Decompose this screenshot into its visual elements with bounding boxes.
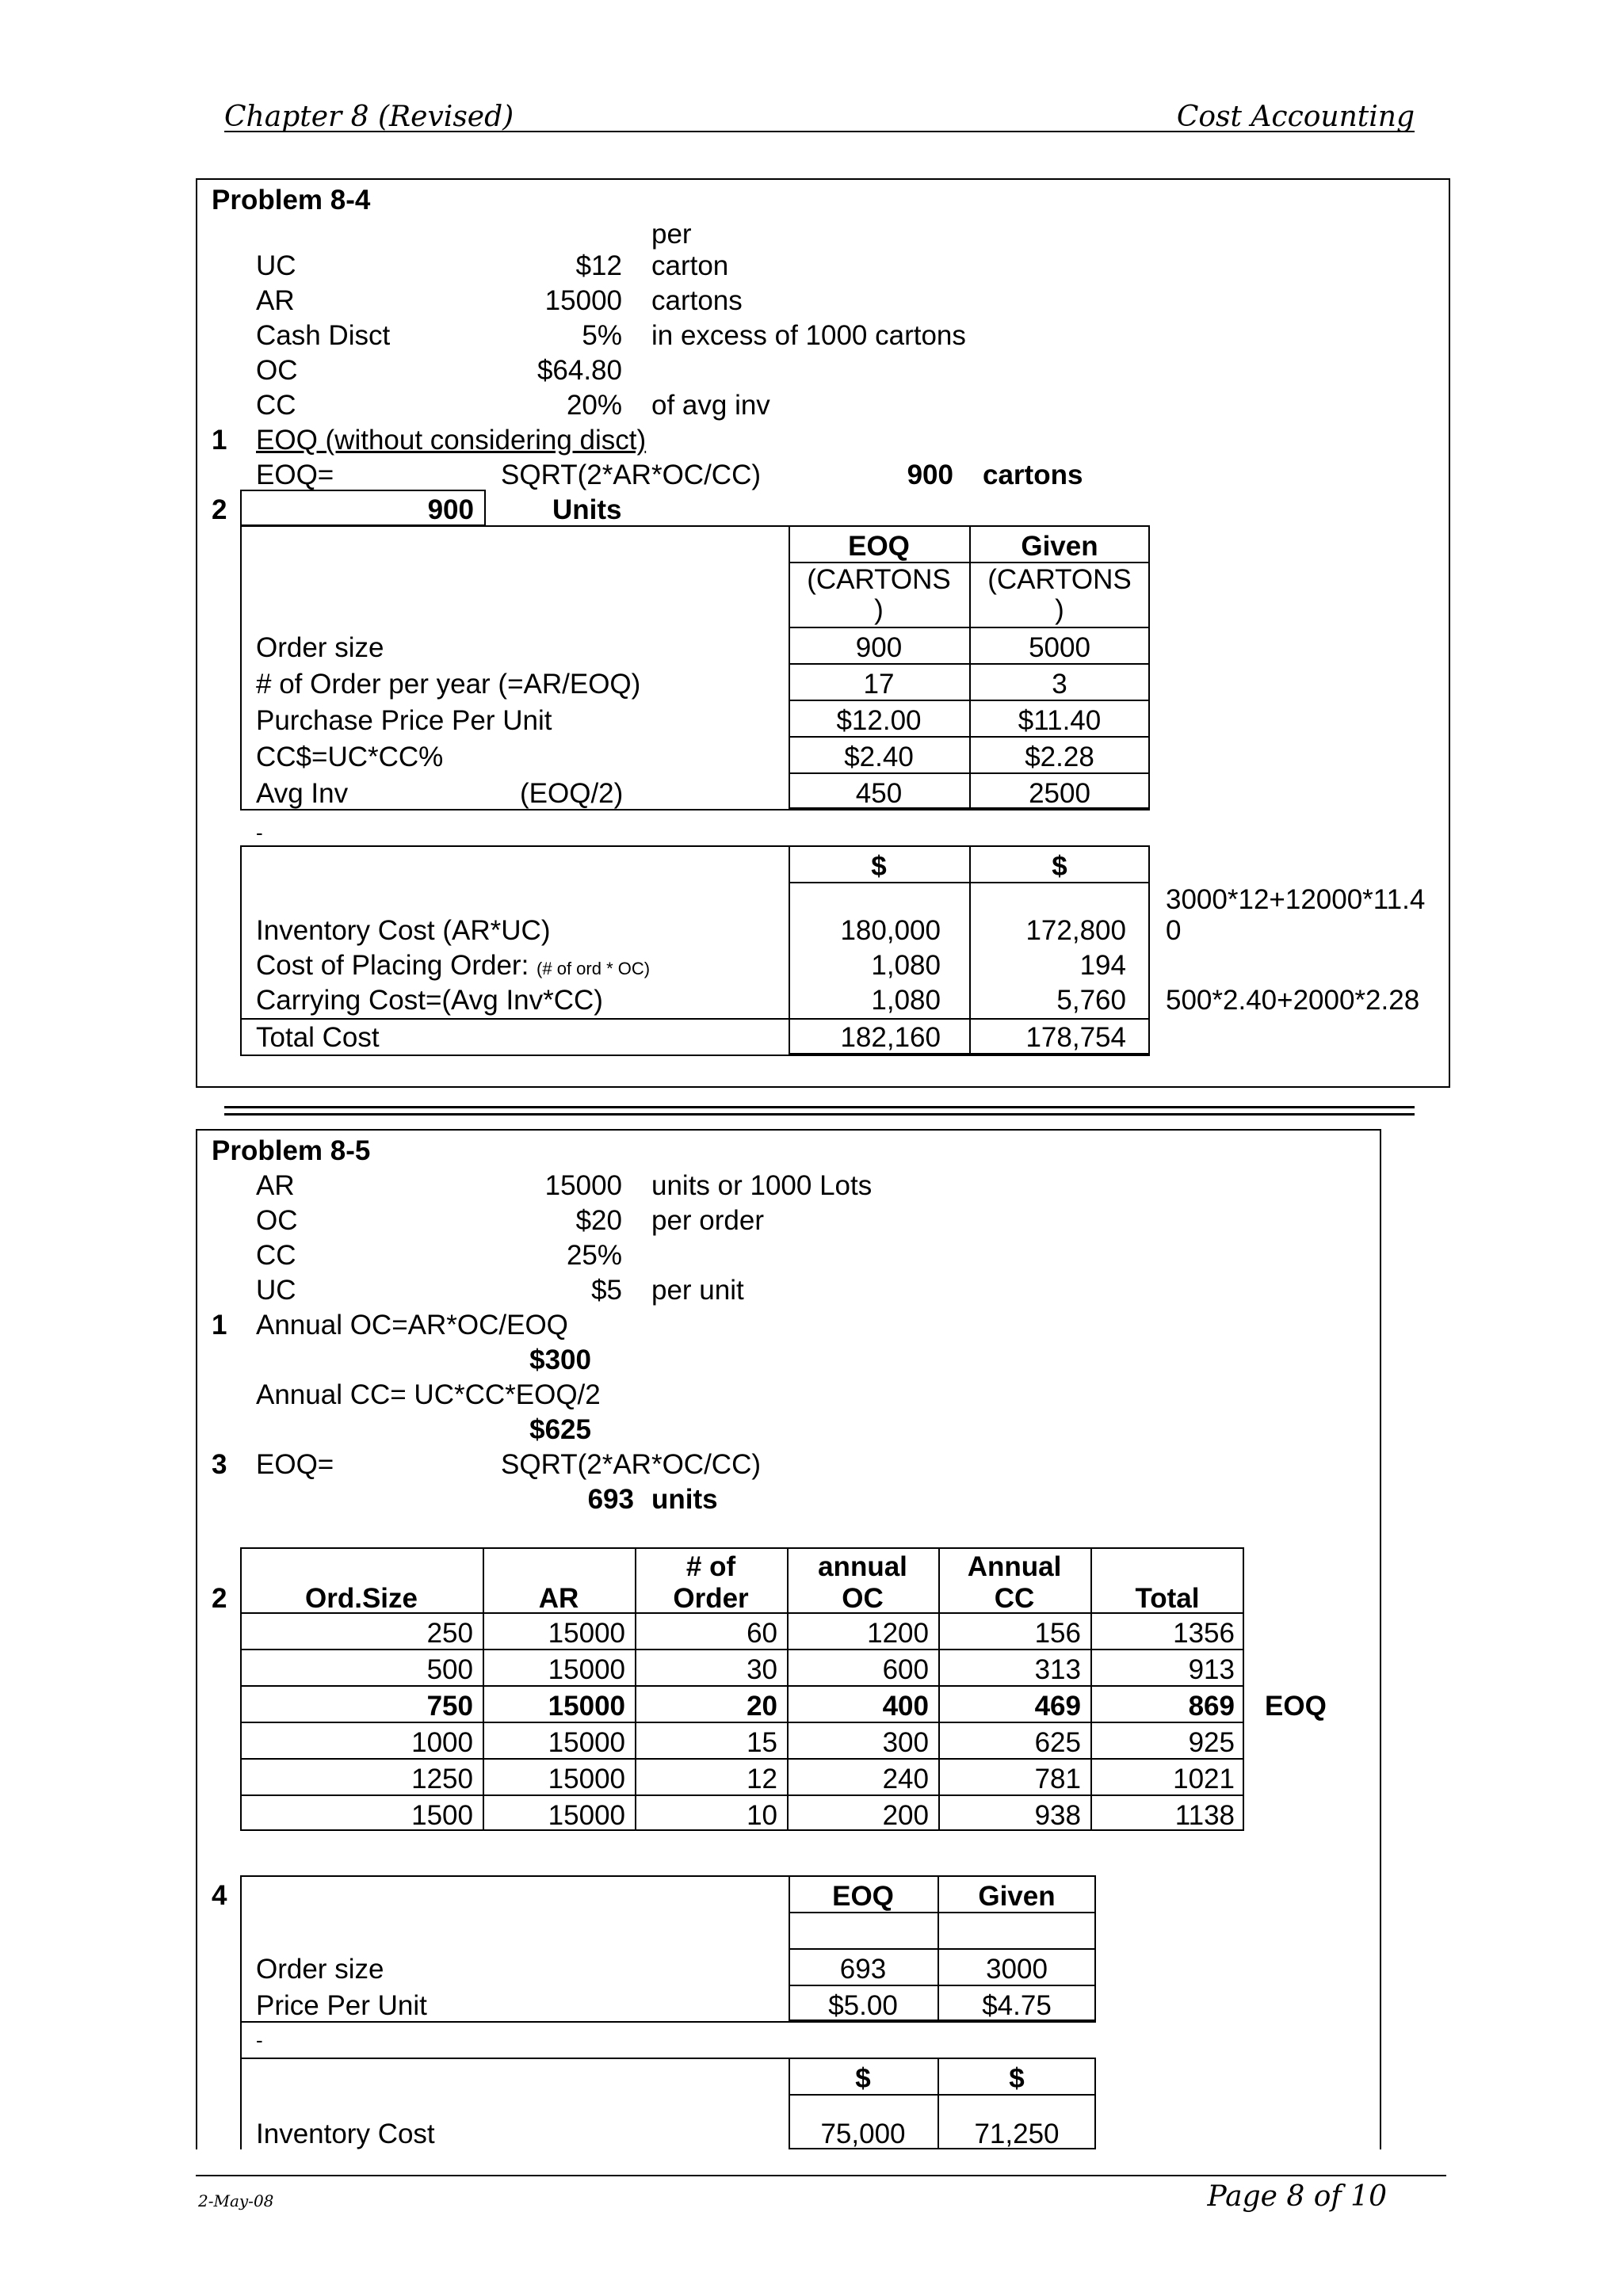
p85-oc-value: $20 (575, 1205, 622, 1236)
t2-col1-header: $ (871, 851, 887, 882)
p85-uc-label: UC (256, 1275, 296, 1306)
t4-inv-cost-eoq: 75,000 (820, 2119, 906, 2149)
cpo-label: Cost of Placing Order: (# of ord * OC) (256, 950, 651, 981)
dash-separator: - (256, 821, 263, 845)
t3-header-acc-line2: CC (994, 1583, 1035, 1614)
t1-row-order-size-eoq: 900 (855, 632, 903, 663)
t2-rule-bottom (240, 1055, 1150, 1056)
t3-r3-aoc: 400 (882, 1691, 929, 1722)
t1-rule-header (789, 562, 1150, 563)
t4-price-given: $4.75 (982, 1990, 1052, 2021)
uc-label: UC (256, 250, 296, 281)
t1-rule-row2 (789, 700, 1150, 701)
t1-row-avginv-given: 2500 (1029, 778, 1090, 809)
t4-price-label: Price Per Unit (256, 1990, 427, 2021)
problem-8-5-frame-top (196, 1129, 1381, 1131)
p85-cc-value: 25% (566, 1240, 622, 1271)
p85-question-number-2: 2 (212, 1583, 227, 1614)
t1-row-avginv-label: Avg Inv (256, 778, 349, 809)
t3-r2-ar: 15000 (548, 1654, 625, 1685)
t3-r3-acc: 469 (1034, 1691, 1081, 1722)
cc-note: of avg inv (651, 390, 770, 421)
t3-header-acc-line1: Annual (967, 1551, 1062, 1582)
p85-oc-label: OC (256, 1205, 298, 1236)
t3-r1-acc: 156 (1034, 1618, 1081, 1649)
t1-row-orders-label: # of Order per year (=AR/EOQ) (256, 669, 641, 700)
carrying-cost-label: Carrying Cost=(Avg Inv*CC) (256, 985, 603, 1016)
uc-note-line1: per (651, 219, 692, 250)
t2-left-edge (240, 845, 242, 1055)
t2-col2-header: $ (1052, 851, 1067, 882)
t3-r1-ar: 15000 (548, 1618, 625, 1649)
t2-rule-total (240, 1018, 1150, 1020)
t4-dash-separator: - (256, 2028, 263, 2052)
annual-oc-value: $300 (529, 1344, 591, 1375)
t3-r1-total: 1356 (1173, 1618, 1235, 1649)
eoq-value: 900 (907, 460, 953, 490)
problem-8-5-title: Problem 8-5 (212, 1135, 371, 1166)
cash-disct-value: 5% (582, 320, 622, 351)
t1-col-given-sub1: (CARTONS (987, 564, 1132, 595)
t3-r5-aoc: 240 (882, 1764, 929, 1794)
p85-eoq-unit: units (651, 1484, 718, 1515)
section-divider-top (224, 1106, 1415, 1108)
cash-disct-label: Cash Disct (256, 320, 391, 351)
inv-cost-note-line1: 3000*12+12000*11.4 (1166, 884, 1426, 915)
t1-rule-sub (789, 627, 1150, 628)
t3-rule-4 (240, 1758, 1244, 1760)
annual-cc-value: $625 (529, 1414, 591, 1445)
eoq-without-disct-label: EOQ (without considering disct) (256, 425, 647, 456)
t1-row-cc-given: $2.28 (1025, 742, 1094, 772)
t1-row-cc-eoq: $2.40 (844, 742, 914, 772)
inv-cost-eoq: 180,000 (840, 915, 941, 946)
t4-order-size-given: 3000 (986, 1954, 1048, 1985)
cpo-formula: (# of ord * OC) (537, 959, 651, 978)
t1-row-avginv-eoq: 450 (855, 778, 903, 809)
t3-r5-ar: 15000 (548, 1764, 625, 1794)
header-rule (224, 131, 1415, 132)
footer-page-number: Page 8 of 10 (1207, 2180, 1387, 2213)
t4-rule-dollar (789, 2094, 1096, 2096)
t1-col-given-header: Given (1021, 531, 1098, 562)
t1-col-eoq-sub2: ) (874, 594, 884, 625)
t1-left-edge (240, 525, 242, 809)
t3-r6-orders: 10 (747, 1800, 777, 1831)
oc-value: $64.80 (537, 355, 622, 386)
t3-rule-5 (240, 1794, 1244, 1796)
t4-inv-cost-given: 71,250 (974, 2119, 1060, 2149)
t1-row-price-eoq: $12.00 (836, 705, 922, 736)
t3-r2-acc: 313 (1034, 1654, 1081, 1685)
t3-r6-ord: 1500 (411, 1800, 473, 1831)
t3-header-aoc-line2: OC (842, 1583, 884, 1614)
annual-oc-label: Annual OC=AR*OC/EOQ (256, 1310, 568, 1341)
p85-ar-label: AR (256, 1170, 295, 1201)
t3-header-aoc-line1: annual (818, 1551, 907, 1582)
t3-header-ord-size: Ord.Size (305, 1583, 418, 1614)
uc-note-line2: carton (651, 250, 729, 281)
question-number-1: 1 (212, 425, 227, 456)
t3-r6-acc: 938 (1034, 1800, 1081, 1831)
t4-inv-cost-label: Inventory Cost (256, 2119, 435, 2149)
eoq-formula: SQRT(2*AR*OC/CC) (501, 460, 762, 490)
t4-col3-header: $ (855, 2063, 871, 2094)
p85-question-number-3: 3 (212, 1449, 227, 1480)
t4-rule-blank (789, 1948, 1096, 1950)
t1-row-avginv-formula: (EOQ/2) (520, 778, 624, 809)
t4-rule-mid (240, 2021, 1096, 2023)
p85-uc-note: per unit (651, 1275, 744, 1306)
p85-question-number-1: 1 (212, 1310, 227, 1341)
carrying-cost-given: 5,760 (1056, 985, 1126, 1016)
t3-header-orders-line1: # of (685, 1551, 736, 1582)
t1-rule-row4 (789, 772, 1150, 774)
t1-row-cc-label: CC$=UC*CC% (256, 742, 444, 772)
t4-left-edge (240, 1875, 242, 2149)
cpo-given: 194 (1079, 950, 1126, 981)
oc-label: OC (256, 355, 298, 386)
question-number-2: 2 (212, 494, 227, 525)
t1-row-orders-eoq: 17 (863, 669, 895, 700)
cash-disct-note: in excess of 1000 cartons (651, 320, 966, 351)
t1-col-given-sub2: ) (1055, 594, 1064, 625)
ar-value: 15000 (544, 285, 622, 316)
total-cost-label: Total Cost (256, 1022, 380, 1053)
footer-rule (196, 2175, 1446, 2176)
cpo-eoq: 1,080 (871, 950, 941, 981)
carrying-cost-eoq: 1,080 (871, 985, 941, 1016)
p85-oc-note: per order (651, 1205, 765, 1236)
t3-r2-aoc: 600 (882, 1654, 929, 1685)
t3-r4-orders: 15 (747, 1727, 777, 1758)
t3-r6-ar: 15000 (548, 1800, 625, 1831)
subject-heading: Cost Accounting (1176, 101, 1415, 133)
t3-r5-orders: 12 (747, 1764, 777, 1794)
t2-rule-header (789, 882, 1150, 883)
t1-col-eoq-header: EOQ (848, 531, 910, 562)
t1-row-orders-given: 3 (1052, 669, 1067, 700)
p85-ar-note: units or 1000 Lots (651, 1170, 873, 1201)
p85-uc-value: $5 (591, 1275, 622, 1306)
uc-value: $12 (575, 250, 622, 281)
t1-col-eoq-sub1: (CARTONS (807, 564, 951, 595)
cc-value: 20% (566, 390, 622, 421)
t3-r5-acc: 781 (1034, 1764, 1081, 1794)
t3-r1-ord: 250 (426, 1618, 473, 1649)
problem-8-4-title: Problem 8-4 (212, 185, 371, 215)
t4-order-size-eoq: 693 (839, 1954, 887, 1985)
p85-cc-label: CC (256, 1240, 296, 1271)
t1-rule-bottom (240, 809, 1150, 810)
t3-r3-orders: 20 (747, 1691, 777, 1722)
chapter-heading: Chapter 8 (Revised) (224, 101, 514, 133)
problem-8-5-frame-right (1380, 1129, 1381, 2149)
t3-rule-2 (240, 1685, 1244, 1687)
t3-header-ar: AR (538, 1583, 579, 1614)
carrying-cost-note: 500*2.40+2000*2.28 (1166, 985, 1420, 1016)
t1-rule-row3 (789, 736, 1150, 738)
t4-rule-header (789, 1912, 1096, 1913)
eoq-label: EOQ= (256, 460, 334, 490)
section-divider-bottom (224, 1113, 1415, 1116)
t3-r2-orders: 30 (747, 1654, 777, 1685)
t3-r4-aoc: 300 (882, 1727, 929, 1758)
t3-r1-aoc: 1200 (867, 1618, 929, 1649)
t1-row-order-size-given: 5000 (1029, 632, 1090, 663)
t3-header-orders-line2: Order (673, 1583, 749, 1614)
p85-eoq-label: EOQ= (256, 1449, 334, 1480)
t3-r2-ord: 500 (426, 1654, 473, 1685)
total-cost-given: 178,754 (1025, 1022, 1126, 1053)
t3-r4-ord: 1000 (411, 1727, 473, 1758)
p85-ar-value: 15000 (544, 1170, 622, 1201)
t3-r6-total: 1138 (1174, 1800, 1235, 1831)
t4-rule-os (789, 1985, 1096, 1986)
t4-col-eoq-header: EOQ (832, 1881, 894, 1912)
t4-price-eoq: $5.00 (828, 1990, 898, 2021)
t3-r3-ar: 15000 (548, 1691, 625, 1722)
q2-value: 900 (427, 494, 474, 525)
footer-date: 2-May-08 (198, 2191, 274, 2210)
q2-unit: Units (552, 494, 622, 525)
t1-row-price-given: $11.40 (1018, 705, 1102, 736)
t4-col-given-header: Given (978, 1881, 1056, 1912)
t3-r1-orders: 60 (747, 1618, 777, 1649)
t1-row-order-size-label: Order size (256, 632, 384, 663)
t3-eoq-tag: EOQ (1265, 1691, 1327, 1722)
t3-r4-ar: 15000 (548, 1727, 625, 1758)
p85-question-number-4: 4 (212, 1880, 227, 1911)
p85-eoq-value: 693 (587, 1484, 634, 1515)
t3-rule-3 (240, 1722, 1244, 1723)
t3-rule-1 (240, 1649, 1244, 1650)
t3-r2-total: 913 (1188, 1654, 1235, 1685)
inv-cost-given: 172,800 (1025, 915, 1126, 946)
eoq-unit: cartons (983, 460, 1083, 490)
p85-eoq-formula: SQRT(2*AR*OC/CC) (501, 1449, 762, 1480)
t1-row-price-label: Purchase Price Per Unit (256, 705, 552, 736)
t3-header-total: Total (1135, 1583, 1200, 1614)
ar-note: cartons (651, 285, 743, 316)
inv-cost-note-line2: 0 (1166, 915, 1182, 946)
t3-r6-aoc: 200 (882, 1800, 929, 1831)
inv-cost-label: Inventory Cost (AR*UC) (256, 915, 551, 946)
t1-rule-row1 (789, 663, 1150, 665)
t4-col4-header: $ (1009, 2063, 1025, 2094)
t4-order-size-label: Order size (256, 1954, 384, 1985)
t3-r4-acc: 625 (1034, 1727, 1081, 1758)
total-cost-eoq: 182,160 (840, 1022, 941, 1053)
t3-r4-total: 925 (1188, 1727, 1235, 1758)
t3-r5-total: 1021 (1173, 1764, 1235, 1794)
problem-8-5-frame-left (196, 1129, 197, 2149)
ar-label: AR (256, 285, 295, 316)
t3-r3-ord: 750 (426, 1691, 473, 1722)
annual-cc-label: Annual CC= UC*CC*EOQ/2 (256, 1379, 601, 1410)
t3-r5-ord: 1250 (411, 1764, 473, 1794)
t3-r3-total: 869 (1188, 1691, 1235, 1722)
cc-label: CC (256, 390, 296, 421)
